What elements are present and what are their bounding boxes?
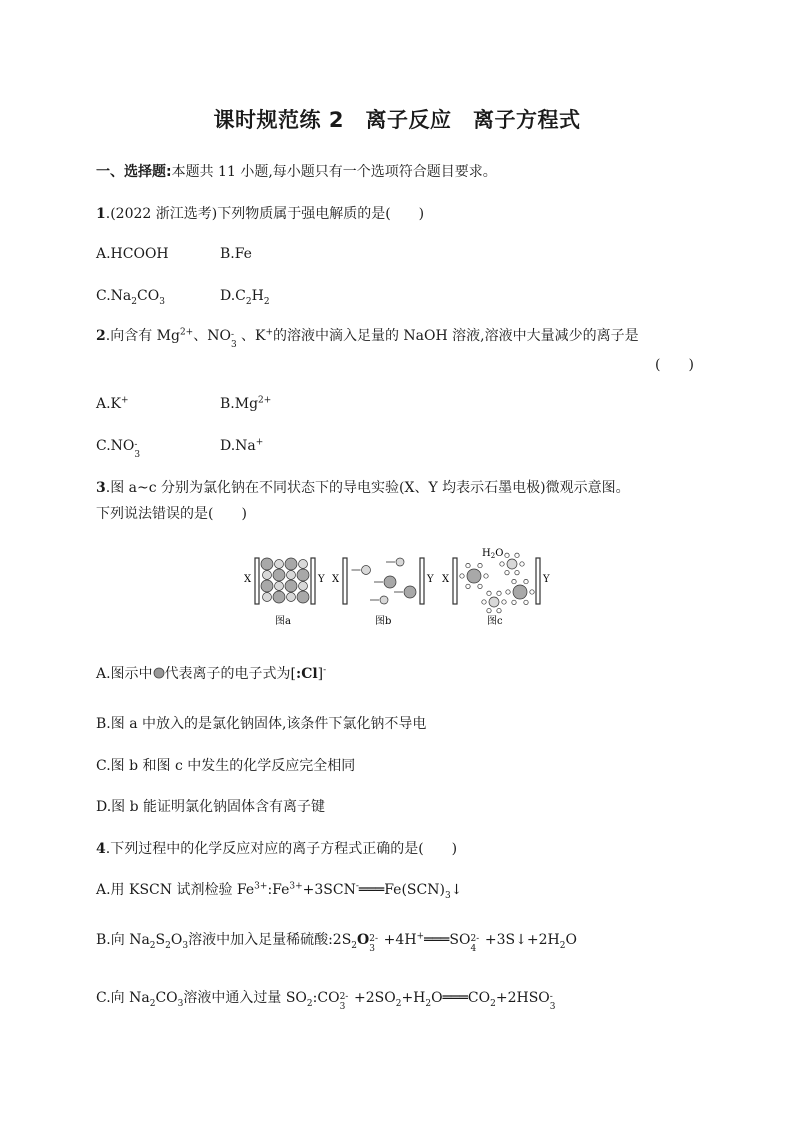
water-molecule — [460, 574, 464, 578]
sodium-ion — [287, 593, 296, 602]
water-label: $H_2O$ — [482, 548, 504, 560]
water-molecule — [500, 562, 504, 566]
sodium-ion — [287, 571, 296, 580]
figure-b — [332, 558, 434, 627]
electrode-y-label: Y — [427, 574, 434, 585]
question-3-stem-line1: 3.图 a~c 分别为氯化钠在不同状态下的导电实验(X、Y 均表示石墨电极)微观示意图。 — [96, 480, 630, 496]
q3-option-d: D.图 b 能证明氯化钠固体含有离子键 — [96, 799, 326, 815]
chloride-ion — [297, 569, 309, 581]
chloride-ion — [285, 558, 297, 570]
q1-option-a: A.HCOOH — [96, 246, 169, 262]
chloride-ion — [285, 580, 297, 592]
water-molecule — [478, 584, 482, 588]
electrode-x — [453, 558, 457, 604]
figure-c — [442, 548, 550, 627]
water-molecule — [484, 574, 488, 578]
nacl-conductivity-figure — [238, 544, 558, 636]
water-molecule — [505, 553, 509, 557]
sodium-ion — [507, 559, 517, 569]
chloride-ion — [261, 558, 273, 570]
q1-option-d: $D.C_2H_2$ — [220, 288, 270, 307]
q3-option-a: A.图示中 代表离子的电子式为[:Cl]- — [96, 665, 327, 682]
water-molecule — [520, 562, 524, 566]
q3-option-b: B.图 a 中放入的是氯化钠固体,该条件下氯化钠不导电 — [96, 716, 427, 732]
water-molecule — [466, 584, 470, 588]
figure-a-caption: 图a — [275, 616, 291, 627]
electrode-y — [311, 558, 315, 604]
sodium-ion — [275, 582, 284, 591]
water-molecule — [497, 591, 501, 595]
section-heading — [96, 162, 497, 182]
page-title: 课时规范练 2 离子反应 离子方程式 — [213, 108, 581, 132]
water-molecule — [524, 600, 528, 604]
chloride-ion — [513, 585, 527, 599]
chloride-ion — [273, 591, 285, 603]
chloride-ion — [297, 591, 309, 603]
ion-lattice — [261, 558, 309, 603]
question-number: 1 — [96, 206, 106, 222]
sodium-ion — [396, 558, 404, 566]
figure-a — [244, 558, 325, 627]
figure-c-caption: 图c — [487, 616, 503, 627]
sodium-ion — [299, 582, 308, 591]
water-molecule — [466, 563, 470, 567]
electrode-y — [420, 558, 424, 604]
question-text: .(2022 浙江选考)下列物质属于强电解质的是( ) — [105, 206, 425, 222]
chloride-ion — [384, 576, 396, 588]
water-molecule — [502, 600, 506, 604]
chloride-ion — [273, 569, 285, 581]
sodium-ion — [263, 571, 272, 580]
question-2-stem: 2.向含有 $Mg^{2+}$、NO - 3 、K+的溶液中滴入足量的 NaOH 溶液,溶液中大量减少的离子是 — [96, 327, 639, 350]
q2-answer-paren: ( ) — [655, 357, 694, 373]
water-molecule — [482, 600, 486, 604]
water-molecule — [497, 608, 501, 612]
section-desc: 本题共 11 小题,每小题只有一个选项符合题目要求。 — [171, 164, 497, 180]
q4-option-b: B.向 $Na_2S_2O_3$溶液中加入足量稀硫酸$:2S_2O$ 2- 3 +4H+═══SO 2- 4 $+3S↓+2H_2O$ — [96, 931, 577, 954]
section-label: 一、选择题: — [96, 164, 172, 180]
electrode-x-label: X — [442, 574, 450, 585]
free-ions — [352, 558, 417, 604]
water-molecule — [505, 570, 509, 574]
figure-b-caption: 图b — [375, 616, 392, 627]
q1-option-c: $C.Na_2CO_3$ — [96, 288, 165, 307]
q4-option-c: C.向 $Na_2CO_3$溶液中通入过量 $SO_2:CO$ 2- 3 $+2SO_2+H_2O═══CO_2+2HSO$ - 3 — [96, 990, 556, 1012]
water-molecule — [515, 553, 519, 557]
chloride-ion-icon — [153, 667, 165, 679]
chloride-ion — [404, 586, 416, 598]
electrode-y — [536, 558, 540, 604]
water-molecule — [487, 608, 491, 612]
q2-option-d: D.Na+ — [220, 437, 264, 454]
electrode-x — [343, 558, 347, 604]
hydrated-ions — [460, 553, 534, 613]
water-molecule — [512, 600, 516, 604]
water-molecule — [487, 591, 491, 595]
q2-option-b: $B.Mg^{2+}$ — [220, 395, 272, 412]
sodium-ion — [380, 596, 388, 604]
water-molecule — [512, 579, 516, 583]
sodium-ion — [489, 597, 499, 607]
question-4-stem: 4.下列过程中的化学反应对应的离子方程式正确的是( ) — [96, 841, 458, 857]
sodium-ion — [275, 560, 284, 569]
q1-option-b: B.Fe — [220, 246, 252, 262]
electrode-x — [255, 558, 259, 604]
q2-option-c: C.NO - 3 — [96, 438, 141, 460]
chloride-ion — [261, 580, 273, 592]
water-molecule — [524, 579, 528, 583]
sodium-ion — [263, 593, 272, 602]
sodium-ion — [362, 566, 371, 575]
water-molecule — [515, 570, 519, 574]
electrode-x-label: X — [244, 574, 252, 585]
q2-option-a: A.K+ — [96, 395, 129, 412]
electrode-y-label: Y — [543, 574, 550, 585]
water-molecule — [478, 563, 482, 567]
electrode-y-label: Y — [318, 574, 325, 585]
electrode-x-label: X — [332, 574, 340, 585]
chloride-ion — [467, 569, 481, 583]
q3-option-c: C.图 b 和图 c 中发生的化学反应完全相同 — [96, 758, 356, 774]
sodium-ion — [299, 560, 308, 569]
q4-option-a: A.用 KSCN 试剂检验 $Fe^{3+}:Fe^{3+}+3SCN^-═══Fe(SCN)_3↓$ — [96, 881, 463, 901]
water-molecule — [506, 590, 510, 594]
water-molecule — [530, 590, 534, 594]
question-1-stem — [96, 204, 424, 224]
question-3-stem-line2: 下列说法错误的是( ) — [96, 506, 247, 522]
